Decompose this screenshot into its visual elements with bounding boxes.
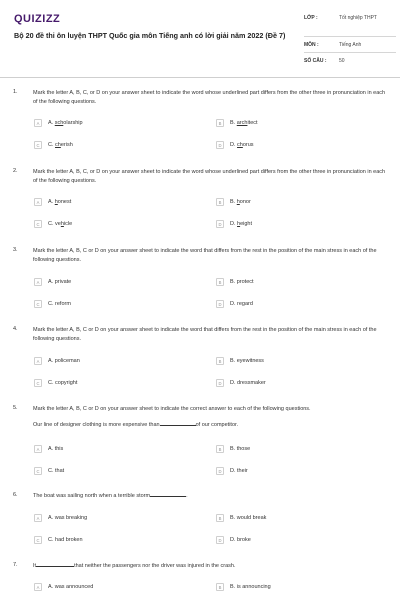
meta-grade-label: LỚP : <box>304 15 318 21</box>
option-label: A. was breaking <box>48 515 88 521</box>
option-label: B. honor <box>230 199 251 205</box>
question-text: Mark the letter A, B, C or D on your answer sheet to indicate the word that differs from the rest in the position of the main stress in each of the following questions. <box>33 248 377 263</box>
question-text: Mark the letter A, B, C or D on your answer sheet to indicate the correct answer to each of the following questions. <box>33 406 311 412</box>
option-b[interactable] <box>216 278 254 286</box>
option-label: A. was announced <box>48 584 94 590</box>
option-d[interactable] <box>216 220 252 228</box>
option-letter-badge: A <box>34 198 42 206</box>
option-label: D. their <box>230 468 248 474</box>
option-label: C. cherish <box>48 142 73 148</box>
answer-blank <box>160 425 196 426</box>
option-letter-badge: D <box>216 220 224 228</box>
meta-count-row <box>304 53 396 69</box>
worksheet-meta <box>304 14 396 69</box>
option-letter-badge: A <box>34 119 42 127</box>
option-label: B. eyewitness <box>230 358 264 364</box>
worksheet-title: Bộ 20 đề thi ôn luyện THPT Quốc gia môn Tiếng anh có lời giải năm 2022 (Đề 7) <box>14 31 286 40</box>
option-b[interactable] <box>216 583 271 591</box>
option-label: B. is announcing <box>230 584 271 590</box>
option-letter-badge: A <box>34 445 42 453</box>
question-number: 5. <box>13 405 18 411</box>
option-d[interactable] <box>216 141 254 149</box>
option-label: C. copyright <box>48 380 78 386</box>
option-c[interactable] <box>34 536 83 544</box>
option-label: C. that <box>48 468 65 474</box>
option-a[interactable] <box>34 445 63 453</box>
option-a[interactable] <box>34 198 71 206</box>
meta-subject-row <box>304 37 396 53</box>
question-number: 3. <box>13 247 18 253</box>
option-label: A. policeman <box>48 358 80 364</box>
question-text: The boat was sailing north when a terrible storm . <box>33 493 188 499</box>
option-a[interactable] <box>34 278 71 286</box>
option-letter-badge: D <box>216 379 224 387</box>
question-number: 1. <box>13 89 18 95</box>
quizizz-logo: QUIZIZZ <box>14 13 61 25</box>
option-label: C. reform <box>48 301 71 307</box>
question-number: 7. <box>13 562 18 568</box>
option-letter-badge: B <box>216 583 224 591</box>
option-letter-badge: D <box>216 536 224 544</box>
worksheet-header <box>0 0 400 78</box>
option-label: A. this <box>48 446 64 452</box>
option-d[interactable] <box>216 536 251 544</box>
question-text: It that neither the passengers nor the driver was injured in the crash. <box>33 563 236 569</box>
option-label: A. scholarship <box>48 120 83 126</box>
question-text: Mark the letter A, B, C or D on your answer sheet to indicate the word that differs from the rest in the position of the main stress in each of the following questions. <box>33 327 377 342</box>
meta-subject-value: Tiếng Anh <box>339 42 362 48</box>
option-label: A. private <box>48 279 72 285</box>
option-label: D. chorus <box>230 142 254 148</box>
option-c[interactable] <box>34 300 71 308</box>
option-label: B. would break <box>230 515 267 521</box>
question-number: 6. <box>13 492 18 498</box>
meta-count-value: 50 <box>339 58 345 64</box>
option-letter-badge: B <box>216 514 224 522</box>
option-letter-badge: D <box>216 467 224 475</box>
option-b[interactable] <box>216 198 251 206</box>
option-letter-badge: B <box>216 357 224 365</box>
option-b[interactable] <box>216 119 258 127</box>
option-c[interactable] <box>34 379 77 387</box>
option-a[interactable] <box>34 514 87 522</box>
option-letter-badge: C <box>34 141 42 149</box>
option-label: D. height <box>230 221 253 227</box>
question-sentence: Our line of designer clothing is more expensive than of our competitor. <box>33 422 239 428</box>
option-letter-badge: A <box>34 357 42 365</box>
option-letter-badge: B <box>216 198 224 206</box>
option-label: B. those <box>230 446 251 452</box>
option-letter-badge: C <box>34 536 42 544</box>
question-text: Mark the letter A, B, C, or D on your answer sheet to indicate the word whose underlined part differs from the other three in pronunciation in each of the following questions. <box>33 169 386 184</box>
option-c[interactable] <box>34 141 73 149</box>
option-letter-badge: B <box>216 119 224 127</box>
option-a[interactable] <box>34 119 83 127</box>
option-b[interactable] <box>216 357 264 365</box>
option-label: D. regard <box>230 301 253 307</box>
option-letter-badge: C <box>34 379 42 387</box>
option-letter-badge: C <box>34 220 42 228</box>
meta-grade-row <box>304 14 396 37</box>
meta-count-label: SỐ CÂU : <box>304 58 327 64</box>
option-label: D. broke <box>230 537 251 543</box>
question-number: 2. <box>13 168 18 174</box>
option-letter-badge: B <box>216 278 224 286</box>
question-number: 4. <box>13 326 18 332</box>
option-letter-badge: A <box>34 278 42 286</box>
option-letter-badge: C <box>34 467 42 475</box>
option-letter-badge: D <box>216 300 224 308</box>
option-c[interactable] <box>34 467 64 475</box>
option-label: C. had broken <box>48 537 83 543</box>
option-a[interactable] <box>34 357 80 365</box>
option-label: B. architect <box>230 120 258 126</box>
option-b[interactable] <box>216 445 250 453</box>
option-label: A. honest <box>48 199 72 205</box>
option-c[interactable] <box>34 220 72 228</box>
answer-blank <box>36 566 74 567</box>
option-letter-badge: D <box>216 141 224 149</box>
question-text: Mark the letter A, B, C, or D on your answer sheet to indicate the word whose underlined part differs from the other three in pronunciation in each of the following questions. <box>33 90 386 105</box>
meta-subject-label: MÔN : <box>304 42 319 48</box>
option-d[interactable] <box>216 467 248 475</box>
option-label: D. dressmaker <box>230 380 266 386</box>
option-letter-badge: B <box>216 445 224 453</box>
option-letter-badge: A <box>34 514 42 522</box>
option-label: C. vehicle <box>48 221 73 227</box>
option-label: B. protect <box>230 279 254 285</box>
option-a[interactable] <box>34 583 93 591</box>
option-letter-badge: A <box>34 583 42 591</box>
meta-grade-value: Tốt nghiệp THPT <box>339 15 377 21</box>
option-d[interactable] <box>216 379 266 387</box>
option-b[interactable] <box>216 514 266 522</box>
option-d[interactable] <box>216 300 253 308</box>
answer-blank <box>150 496 186 497</box>
option-letter-badge: C <box>34 300 42 308</box>
